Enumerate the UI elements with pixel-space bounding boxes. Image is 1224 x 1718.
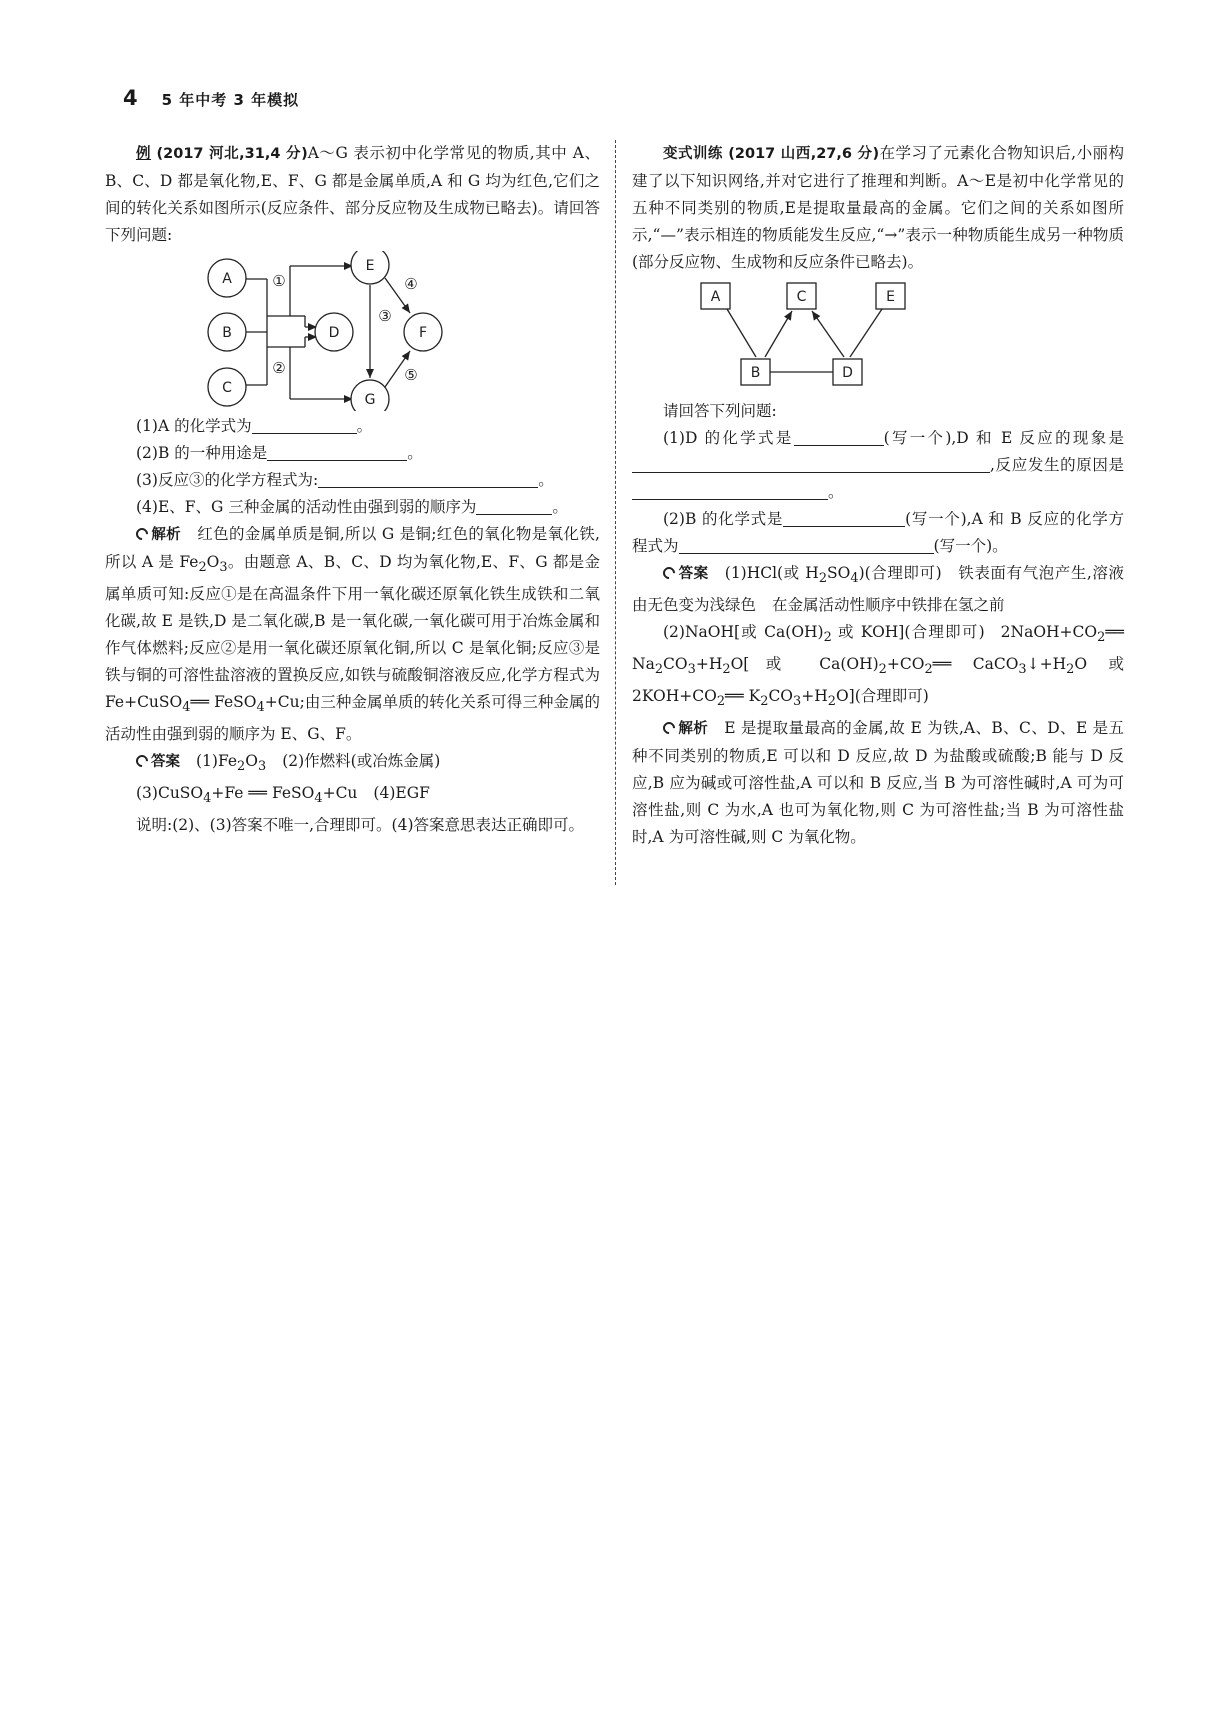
question-2: (2)B 的一种用途是 。: [136, 444, 423, 462]
analysis-label: 解析: [151, 527, 181, 543]
box-E-label: E: [886, 289, 895, 305]
example-stem-text: A～G 表示初中化学常见的物质,其中 A、B、C、D 都是氧化物,E、F、G 都是金属单质,A 和 G 均为红色,它们之间的转化关系如图所示(反应条件、部分反应物及生成物已略去)。请回答下列问题:: [105, 144, 600, 244]
analysis-label: 解析: [678, 721, 709, 738]
node-E-label: E: [365, 258, 375, 274]
answer-blank[interactable]: [679, 535, 934, 554]
variant-question-1: (1)D 的化学式是 (写一个),D 和 E 反应的现象是,反应发生的原因是。: [632, 425, 1124, 506]
variant-column: [632, 140, 1124, 851]
column-divider: [615, 140, 616, 885]
answer-blank[interactable]: [318, 469, 538, 488]
reaction-5-label: ⑤: [404, 366, 418, 384]
reaction-4-label: ④: [404, 275, 418, 293]
example-note: 说明:(2)、(3)答案不唯一,合理即可。(4)答案意思表达正确即可。: [136, 816, 585, 835]
example-answer-line-2: (3)CuSO$_4$+Fe ══ FeSO$_4$+Cu (4)EGF: [136, 784, 430, 807]
question-4: (4)E、F、G 三种金属的活动性由强到弱的顺序为 。: [136, 498, 568, 516]
reaction-3-label: ③: [378, 307, 392, 325]
box-A-label: A: [710, 289, 721, 305]
question-3: (3)反应③的化学方程式为: 。: [136, 471, 554, 489]
knowledge-network-diagram: [632, 280, 1124, 398]
variant-label: 变式训练: [663, 146, 723, 162]
answer-blank[interactable]: [267, 442, 407, 461]
variant-stem-text: 在学习了元素化合物知识后,小丽构建了以下知识网络,并对它进行了推理和判断。A～E是初中化学常见的五种不同类别的物质,E是提取量最高的金属。它们之间的关系如图所示,“—”表示相连的物质能发生反应,“→”表示一种物质能生成另一种物质(部分反应物、生成物和反应条件已略去)。: [632, 144, 1125, 271]
example-analysis: 解析 红色的金属单质是铜,所以 G 是铜;红色的氧化物是氧化铁,所以 A 是 $Fe_2O_3$。由题意 A、B、C、D 均为氧化物,E、F、G 都是金属单质可知:反应①是在高温条件下用一氧化碳还原氧化铁生成铁和二氧化碳,故 E 是铁,D 是二氧化碳,B 是一氧化碳,一氧化碳可用于冶炼金属和作气体燃料;反应②是用一氧化碳还原氧化铜,所以 C 是氧化铜;反应③是铁与铜的可溶性盐溶液的置换反应,如铁与硫酸铜溶液反应,化学方程式为 Fe+CuSO$_4$══ FeSO$_4$+Cu;由三种金属单质的转化关系可得三种金属的活动性由强到弱的顺序为 E、G、F。: [105, 525, 600, 744]
page-header: [123, 86, 299, 110]
book-title: 5 年中考 3 年模拟: [161, 91, 300, 109]
reaction-2-label: ②: [272, 359, 286, 377]
variant-source: (2017 山西,27,6 分): [728, 146, 880, 162]
example-source: (2017 河北,31,4 分): [156, 146, 308, 162]
node-C-label: C: [222, 380, 232, 396]
node-B-label: B: [222, 325, 232, 341]
answer-label: 答案: [678, 566, 709, 582]
variant-stem: [632, 140, 1124, 276]
variant-question-2: (2)B 的化学式是 (写一个),A 和 B 反应的化学方程式为 (写一个)。: [632, 510, 1124, 555]
answer-label: 答案: [151, 754, 180, 771]
box-D-label: D: [842, 365, 853, 381]
answer-icon: [661, 565, 678, 582]
variant-prompt: 请回答下列问题:: [663, 402, 777, 420]
node-A-label: A: [222, 271, 232, 287]
example-answer: 答案 $(1)Fe_2O_3$ (2)作燃料(或冶炼金属): [105, 748, 600, 780]
example-stem: [105, 140, 600, 249]
box-B-label: B: [750, 365, 761, 381]
analysis-icon: [661, 720, 678, 737]
answer-blank[interactable]: [476, 496, 552, 515]
box-C-label: C: [796, 289, 807, 305]
variant-analysis: 解析 E 是提取量最高的金属,故 E 为铁,A、B、C、D、E 是五种不同类别的物质,E 可以和 D 反应,故 D 为盐酸或硫酸;B 能与 D 反应,B 应为碱或可溶性盐,A 可以和 B 反应,当 B 为可溶性碱时,A 可为可溶性盐,则 C 为水,A 也可为氧化物,则 C 为可溶性盐;当 B 为可溶性盐时,A 为可溶性碱,则 C 为氧化物。: [632, 719, 1124, 847]
node-G-label: G: [364, 392, 376, 408]
page-number: 4: [123, 86, 138, 110]
reaction-1-label: ①: [272, 272, 286, 290]
variant-answer-1: 答案 (1)HCl(或 $H_2SO_4$)(合理即可) 铁表面有气泡产生,溶液由无色变为浅绿色 在金属活动性顺序中铁排在氢之前: [632, 564, 1125, 615]
conversion-diagram: [105, 251, 600, 411]
node-D-label: D: [328, 325, 340, 341]
variant-answer-2: (2)NaOH[或 $Ca(OH)_2$ 或 KOH](合理即可) $2NaOH+CO_2══$ $Na_2CO_3+H_2O$[或 $Ca(OH)_2+CO_2══$ $CaCO_3↓+H_2O$ 或 $2KOH+CO_2══$ $K_2CO_3+H_2O$](合理即可): [632, 623, 1124, 710]
answer-blank[interactable]: [632, 454, 990, 473]
question-1: (1)A 的化学式为 。: [136, 417, 373, 435]
answer-icon: [134, 753, 151, 770]
answer-blank[interactable]: [632, 481, 828, 500]
answer-blank[interactable]: [252, 415, 357, 434]
analysis-icon: [134, 526, 151, 543]
answer-blank[interactable]: [783, 508, 905, 527]
answer-blank[interactable]: [794, 427, 884, 446]
example-label: 例: [136, 146, 152, 162]
example-column: [105, 140, 600, 839]
node-F-label: F: [418, 325, 428, 341]
